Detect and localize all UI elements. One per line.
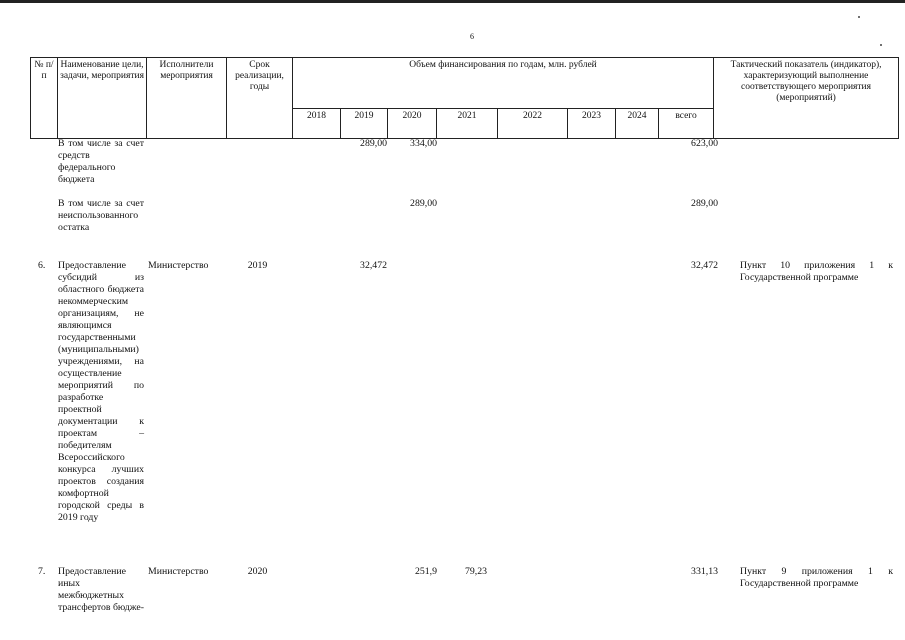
row-value-total: 623,00	[691, 138, 718, 149]
row-value-2021: 79,23	[464, 566, 487, 577]
row-name: Предоставление субсидий из областного бюджета некоммерческим организациям, не являющимся государственными (муниципальными) учреждениями, на осуществление мероприятий по разработке проектной документации к проектам – победителям Всероссийского конкурса лучших проектов создания комфортной городской среды в 2019 году	[58, 260, 144, 523]
row-indicator: Пункт 10 приложения 1 к Государственной программе	[740, 260, 893, 283]
header-year: 2018	[293, 109, 341, 139]
row-term: 2020	[247, 566, 268, 577]
header-year: 2021	[437, 109, 498, 139]
page-number: 6	[470, 32, 474, 41]
table-header	[30, 57, 899, 139]
header-year: всего	[659, 109, 714, 139]
row-number: 7.	[38, 566, 46, 577]
row-term: 2019	[247, 260, 268, 271]
header-volume: Объем финансирования по годам, млн. рублей	[293, 58, 714, 109]
header-indicator: Тактический показатель (индикатор), характеризующий выполнение соответствующего мероприятия (мероприятий)	[714, 58, 899, 139]
header-executor: Исполнители мероприятия	[147, 58, 227, 139]
header-num: № п/п	[31, 58, 58, 139]
top-border	[0, 0, 905, 3]
row-executor: Министерство	[148, 260, 209, 271]
row-value-total: 289,00	[691, 198, 718, 209]
row-executor: Министерство	[148, 566, 209, 577]
header-year: 2023	[568, 109, 616, 139]
header-year: 2022	[498, 109, 568, 139]
row-value-2020: 289,00	[410, 198, 437, 209]
row-value-2019: 289,00	[360, 138, 387, 149]
header-term: Срок реализации, годы	[227, 58, 293, 139]
row-value-2020: 334,00	[410, 138, 437, 149]
row-indicator: Пункт 9 приложения 1 к Государственной программе	[740, 566, 893, 589]
header-name: Наименование цели, задачи, мероприятия	[58, 58, 147, 139]
row-name: В том числе за счет неиспользованного остатка	[58, 198, 144, 233]
scan-speck	[880, 44, 882, 46]
row-value-2020: 251,9	[414, 566, 437, 577]
scan-speck	[858, 16, 860, 18]
header-year: 2024	[616, 109, 659, 139]
row-number: 6.	[38, 260, 46, 271]
row-value-total: 32,472	[691, 260, 718, 271]
row-value-total: 331,13	[691, 566, 718, 577]
header-year: 2020	[388, 109, 437, 139]
row-name: Предоставление иных межбюджетных трансфертов бюдже-	[58, 566, 144, 613]
row-name: В том числе за счет средств федерального бюджета	[58, 138, 144, 185]
row-value-2019: 32,472	[360, 260, 387, 271]
header-year: 2019	[341, 109, 388, 139]
